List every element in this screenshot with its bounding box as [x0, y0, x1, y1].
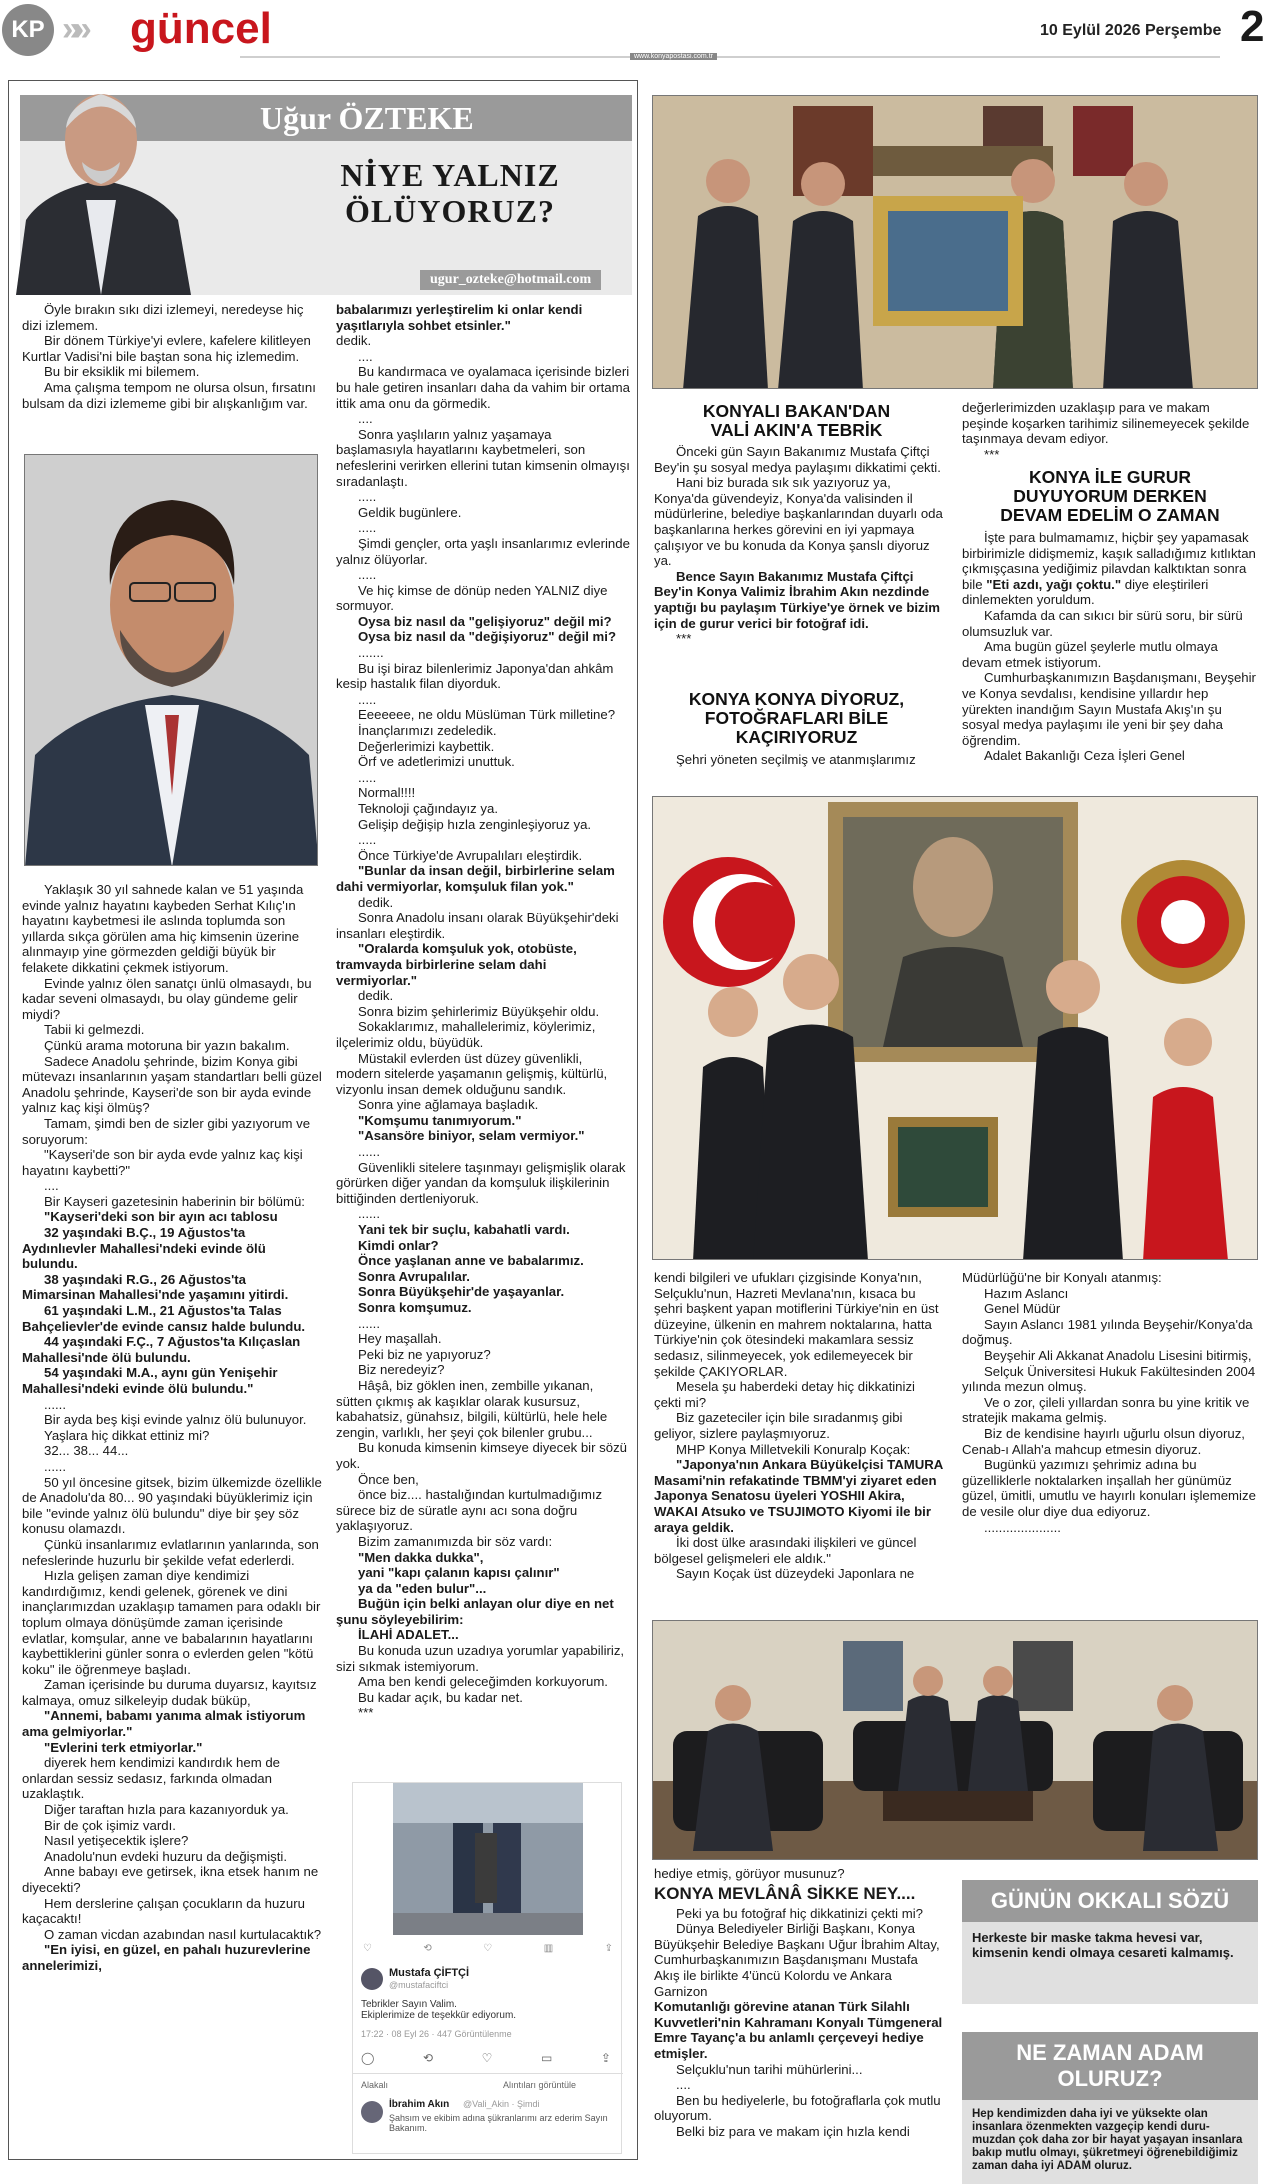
related-tab[interactable]: Alakalı: [361, 2080, 389, 2090]
story-2-body: Şehri yöneten seçilmiş ve atanmışlarımız: [676, 752, 916, 767]
serhat-kilic-photo: [24, 454, 318, 866]
newspaper-logo[interactable]: KP: [2, 4, 54, 56]
tweet-text: Tebrikler Sayın Valim. Ekiplerimize de teşekkür ediyorum.: [361, 1999, 517, 2021]
section-title: güncel: [130, 4, 272, 53]
header-rule: [240, 56, 1220, 58]
story-4-headline: KONYA MEVLÂNÂ SİKKE NEY....: [654, 1883, 916, 1903]
story-2-headline: KONYA KONYA DİYORUZ, FOTOĞRAFLARI BİLE KAÇIRIYORUZ: [688, 689, 905, 747]
reply-handle: @Vali_Akin · Şimdi: [463, 2099, 540, 2109]
tweet-meta: 17:22 · 08 Eyl 26 · 447 Görüntülenme: [361, 2029, 512, 2039]
reply-text: Şahsım ve ekibim adına şükranlarımı arz ederim Sayın Bakanım.: [389, 2113, 608, 2133]
column-body-1: Yaklaşık 30 yıl sahnede kalan ve 51 yaşında evinde yalnız hayatını kaybeden Serhat Kılıç'ın hayatını kaybetmesi ile aslında toplumda son yıllarda sıkça görülen ama hiç kimsenin üzerine alınmayıp yine görmezden geldiği büyük bir felakete dikkatini çekmek istiyorum. Evinde yalnız ölen sanatçı ünlü olmasaydı, bu kadar seveni olmasaydı, bu olay gündeme gelir miydi? Tabii ki gelmezdi. Çünkü arama motoruna bir yazın bakalım. Sadece Anadolu şehrinde, bizim Konya gibi mütevazı insanlarının yaşam standartları belli güzel Anadolu şehrinde, Kayseri'de son bir ayda evinde yalnız kaç kişi ölmüş? Tamam, şimdi ben de sizler gibi yazıyorum ve soruyorum: "Kayseri'de son bir ayda evde yalnız kaç kişi hayatını kaybetti?" .... Bir Kayseri gazetesinin haberinin bir bölümü: "Kayseri'deki son bir ayın acı tablosu 32 yaşındaki B.Ç., 19 Ağustos'ta Aydınlıevler Mahallesi'ndeki evinde ölü bulundu. 38 yaşındaki R.G., 26 Ağustos'ta Mimarsinan Mahallesi'nde yaşamını yitirdi. 61 yaşındaki L.M., 21 Ağustos'ta Talas Bahçelievler'de evinde cansız halde bulundu. 44 yaşındaki F.Ç., 7 Ağustos'ta Kılıçaslan Mahallesi'nde ölü bulundu. 54 yaşındaki M.A., aynı gün Yenişehir Mahallesi'ndeki evinde ölü bulundu." ...... Bir ayda beş kişi evinde yalnız ölü bulunuyor. Yaşlara hiç dikkat ettiniz mi? 32... 38... 44... ...... 50 yıl öncesine gitsek, bizim ülkemizde özellikle de Anadolu'da 80... 90 yaşındaki büyüklerimiz için bile "evinde yalnız ölü bulundu" diye bir şey söz konusu olamazdı. Çünkü insanlarımız evlatlarının yanlarında, son nefeslerinde huzurlu bir şekilde vefat ederlerdi. Hızla gelişen zaman diye kendimizi kandırdığımız, kendi gelenek, görenek ve dini inançlarımızdan uzaklaşıp tamamen para odaklı bir toplum olmaya dönüşümde zaman içerisinde evlatlar, komşular, anne ve babalarının hayatlarını kaybettiklerini günler sonra o evlerden gelen "kötü koku" ile öğrenmeye başladı. Zaman içerisinde bu duruma duyarsız, kayıtsız kalmaya, omuz silkeleyip dudak büküp, "Annemi, babamı yanıma almak istiyorum ama gelmiyorlar." "Evlerini terk etmiyorlar." diyerek hem kendimizi kandırdık hem de onlardan sessiz sedasız, farkında olmadan uzaklaştık. Diğer taraftan hızla para kazanıyorduk ya. Bir de çok işimiz vardı. Nasıl yetişecektik işlere? Anadolu'nun evdeki huzuru da değişmişti. Anne babayı eve getirsek, ikna etsek hanım ne diyecekti? Hem derslerine çalışan çocukların da huzuru kaçacaktı! O zaman vicdan azabından nasıl kurtulacaktık? "En iyisi, en güzel, en pahalı huzurevlerine annelerimizi,: [22, 882, 322, 1973]
story-1-headline: KONYALI BAKAN'DAN VALİ AKIN'A TEBRİK: [702, 401, 891, 440]
tweet-screenshot[interactable]: [352, 1782, 622, 2154]
story-3-body: İşte para bulmamamız, hiçbir şey yapamasak birbirimizle didişmemiz, kaşık salladığımız kıtlıktan çıkmışçasına yediğimiz pilavdan kalktıktan sonra bile "Eti azdı, yağı çoktu." diye eleştirileri dinlemekten yoruldum. Kafamda da can sıkıcı bir sürü soru, bir sürü olumsuzluk var. Ama bugün güzel şeylerle mutlu olmaya devam etmek istiyorum. Cumhurbaşkanımızın Başdanışmanı, Beyşehir ve Konya sevdalısı, kendisine yıllardır hep yürekten inandığım Sayın Mustafa Akış'ın şu sosyal medya paylaşımı ile yeni bir şey daha öğrendim. Adalet Bakanlığı Ceza İşleri Genel: [962, 530, 1256, 764]
quote-of-day-text: Herkeste bir maske takma hevesi var, kimsenin kendi olmaya cesareti kalmamış.: [962, 1922, 1258, 2004]
ne-zaman-box: [962, 2032, 1258, 2184]
retweet-icon: ⟲: [423, 2051, 434, 2065]
tweet-actions[interactable]: [361, 2051, 611, 2065]
column-intro: Öyle bırakın sıkı dizi izlemeyi, neredeyse hiç dizi izlemem. Bir dönem Türkiye'yi evlere, kafelere kilitleyen Kurtlar Vadisi'ni bile baştan sona hiç izlemedim. Bu bir eksiklik mi bilemem. Ama çalışma tempom ne olursa olsun, fırsatını bulsam da dizi izlememe gibi bir alışkanlığım var.: [22, 302, 316, 411]
author-email[interactable]: ugur_ozteke@hotmail.com: [420, 270, 601, 290]
avatar[interactable]: [361, 1968, 383, 1990]
office-meeting-photo: [652, 1620, 1258, 1860]
story-4: hediye etmiş, görüyor musunuz? KONYA MEVLÂNÂ SİKKE NEY.... Peki ya bu fotoğraf hiç dikkatinizi çekti mi? Dünya Belediyeler Birliği Başkanı, Konya Büyükşehir Belediye Başkanı Uğur İbrahim Altay, Cumhurbaşkanımızın Başdanışmanı Mustafa Akış ile birlikte 4'üncü Kolordu ve Ankara Garnizon Komutanlığı görevine atanan Türk Silahlı Kuvvetleri'nin Kahramanı Konyalı Tümgeneral Emre Tayanç'a bu anlamlı çerçeveyi hediye etmişler. Selçuklu'nun tarihi mühürlerini... .... Ben bu hediyelerle, bu fotoğraflarla çok mutlu oluyorum. Belki biz para ve makam için hızla kendi: [654, 1866, 943, 2139]
vali-tebrik-photo: [652, 95, 1258, 389]
issue-date: 10 Eylül 2026 Perşembe: [1040, 22, 1222, 39]
tweet-author[interactable]: Mustafa ÇİFTÇİ: [389, 1967, 470, 1979]
ne-zaman-text: Hep kendimizden daha iyi ve yüksekte olan insanlara özenmekten vazgeçip kendi duru-muzdan çok daha zor bir hayat yaşayan insanlara bakıp mutlu olmayı, şükretmeyi öğrenebildiğimiz zaman daha iyi ADAM oluruz.: [962, 2100, 1258, 2184]
site-url: www.konyapostasi.com.tr: [630, 53, 717, 60]
ne-zaman-title: NE ZAMAN ADAM OLURUZ?: [962, 2032, 1258, 2100]
reply-author[interactable]: İbrahim Akın: [389, 2099, 450, 2110]
quotes-tab[interactable]: Alıntıları görüntüle: [503, 2080, 577, 2090]
tweet-photo-actions[interactable]: ♡ ⟲ ♡ ▥ ⇪: [363, 1943, 613, 1954]
story-1-body: Önceki gün Sayın Bakanımız Mustafa Çiftçi Bey'in şu sosyal medya paylaşımı dikkatimi çekti. Hani biz burada sık sık yazıyoruz ya, Konya'da güvendeyiz, Konya'da valisinden il müdürlerine, belediye başkanlarından duyarlı oda başkanlarına herkes görevini en iyi yapmaya çalışıyor ve bu konuda da Konya şanslı diyoruz ya. Bence Sayın Bakanımız Mustafa Çiftçi Bey'in Konya Valimiz İbrahim Akın nezdinde yaptığı bu paylaşım Türkiye'ye örnek ve bizim için de gurur verici bir fotoğraf idi. ***: [654, 444, 943, 647]
share-icon: ⇪: [600, 2051, 611, 2065]
tweet-handle[interactable]: @mustafaciftci: [389, 1980, 449, 1990]
avatar[interactable]: [361, 2101, 383, 2123]
author-name: Uğur ÖZTEKE: [260, 100, 474, 136]
japan-delegation-photo: [652, 796, 1258, 1260]
page-number: 2: [1240, 2, 1265, 51]
story-3-headline: KONYA İLE GURUR DUYUYORUM DERKEN DEVAM EDELİM O ZAMAN: [1000, 467, 1220, 525]
story-3-intro: değerlerimizden uzaklaşıp para ve makam peşinde koşarken tarihimiz silinemeyecek şekilde taşınmaya devam ediyor. ***: [962, 400, 1250, 462]
story-3-continued: kendi bilgileri ve ufukları çizgisinde Konya'nın, Selçuklu'nun, Hazreti Mevlana'nın, kısaca bu şehri başkent yapan motiflerini Türkiye'nin en üst düzeyine, ülkenin en mahrem noktalarına, hatta Türkiye'nin çok ötesindeki makamlara sessiz sedasız, silinmeyecek, yok edilemeyecek bir şekilde ÇAKIYORLAR. Mesela şu haberdeki detay hiç dikkatinizi çekti mi? Biz gazeteciler için bile sıradanmış gibi geliyor, sizlere paylaşmıyoruz. MHP Konya Milletvekili Konuralp Koçak: "Japonya'nın Ankara Büyükelçisi TAMURA Masami'nin refakatinde TBMM'yi ziyaret eden Japonya Senatosu üyeleri YOSHII Akira, WAKAI Atsuko ve TSUJIMOTO Kiyomi ile bir araya geldik. İki dost ülke arasındaki ilişkileri ve güncel bölgesel gelişmeleri ele aldık." Sayın Koçak üst düzeydeki Japonlara ne: [654, 1270, 943, 1582]
like-icon: ♡: [481, 2051, 493, 2065]
author-photo: [6, 50, 196, 295]
tweet-photo: [393, 1783, 583, 1935]
column-title: NİYE YALNIZ ÖLÜYORUZ?: [340, 157, 560, 229]
reply-icon: ◯: [361, 2051, 375, 2065]
column-body-2: babalarımızı yerleştirelim ki onlar kendi yaşıtlarıyla sohbet etsinler." dedik. .... Bu kandırmaca ve oyalamaca içerisinde bizleri bu hale getiren insanları daha da vahim bir ortama ittik ama onu da görmedik. .... Sonra yaşlıların yalnız yaşamaya başlamasıyla hayatlarını kaybetmeleri, son nefeslerini verirken ellerini tutan kimsenin olmayışı sıradanlaştı. ..... Geldik bugünlere. ..... Şimdi gençler, orta yaşlı insanlarımız evlerinde yalnız ölüyorlar. ..... Ve hiç kimse de dönüp neden YALNIZ diye sormuyor. Oysa biz nasıl da "gelişiyoruz" değil mi? Oysa biz nasıl da "değişiyoruz" değil mi? ....... Bu işi biraz bilenlerimiz Japonya'dan ahkâm kesip hastalık filan diyorduk. ..... Eeeeeee, ne oldu Müslüman Türk milletine? İnançlarımızı zedeledik. Değerlerimizi kaybettik. Örf ve adetlerimizi unuttuk. ..... Normal!!!! Teknoloji çağındayız ya. Gelişip değişip hızla zenginleşiyoruz ya. ..... Önce Türkiye'de Avrupalıları eleştirdik. "Bunlar da insan değil, birbirlerine selam dahi vermiyorlar, komşuluk filan yok." dedik. Sonra Anadolu insanı olarak Büyükşehir'deki insanları eleştirdik. "Oralarda komşuluk yok, otobüste, tramvayda birbirlerine selam dahi vermiyorlar." dedik. Sonra bizim şehirlerimiz Büyükşehir oldu. Sokaklarımız, mahallelerimiz, köylerimiz, ilçelerimiz oldu, büyüdük. Müstakil evlerden üst düzey güvenlikli, modern sitelerde yaşamanın gelişmiş, kültürlü, vizyonlu insan demek olduğunu sandık. Sonra yine ağlamaya başladık. "Komşumu tanımıyorum." "Asansöre biniyor, selam vermiyor." ...... Güvenlikli sitelere taşınmayı gelişmişlik olarak görürken diğer yandan da komşuluk ilişkilerinin bittiğinden dertleniyoruk. ...... Yani tek bir suçlu, kabahatli vardı. Kimdi onlar? Önce yaşlanan anne ve babalarımız. Sonra Avrupalılar. Sonra Büyükşehir'de yaşayanlar. Sonra komşumuz. ...... Hey maşallah. Peki biz ne yapıyoruz? Biz neredeyiz? Hâşâ, biz göklen inen, zembille yıkanan, sütten çıkmış ak kaşıklar olarak kusursuz, kabahatsiz, günahsız, bilgili, kültürlü, hele hele zengin, varlıklı, her şeyi çok bilenler grubu... Bu konuda kimsenin kimseye diyecek bir sözü yok. Önce ben, önce biz.... hastalığından kurtulmadığımız sürece biz de süratle aynı acı sona doğru yaklaşıyoruz. Bizim zamanımızda bir söz vardı: "Men dakka dukka", yani "kapı çalanın kapısı çalınır" ya da "eden bulur"... Buğün için belki anlayan olur diye en net şunu söyleyebilirim: İLAHİ ADALET... Bu konuda uzun uzadıya yorumlar yapabiliriz, sizi sıkmak istemiyorum. Ama ben kendi geleceğimden korkuyorum. Bu kadar açık, bu kadar net. ***: [336, 302, 630, 1721]
quote-of-day-title: GÜNÜN OKKALI SÖZÜ: [962, 1880, 1258, 1922]
chevron-decoration-icon: »»: [62, 10, 84, 48]
quote-of-day-box: [962, 1880, 1258, 2004]
story-3-ending: Müdürlüğü'ne bir Konyalı atanmış: Hazım Aslancı Genel Müdür Sayın Aslancı 1981 yılında Beyşehir/Konya'da doğmuş. Beyşehir Ali Akkanat Anadolu Lisesini bitirmiş, Selçuk Üniversitesi Hukuk Fakültesinden 2004 yılında mezun olmuş. Ve o zor, çileli yıllardan sonra bu yine kritik ve stratejik makama gelmiş. Biz de kendisine hayırlı uğurlu olsun diyoruz, Cenab-ı Allah'a mahcup etmesin diyoruz. Bugünkü yazımızı şehrimiz adına bu güzelliklerle noktalarken inşallah her günümüz güzel, ümitli, umutlu ve hayırlı konuları işlememize de vesile olur diye dua ediyoruz. .....................: [962, 1270, 1256, 1535]
bookmark-icon: ▭: [541, 2051, 553, 2065]
